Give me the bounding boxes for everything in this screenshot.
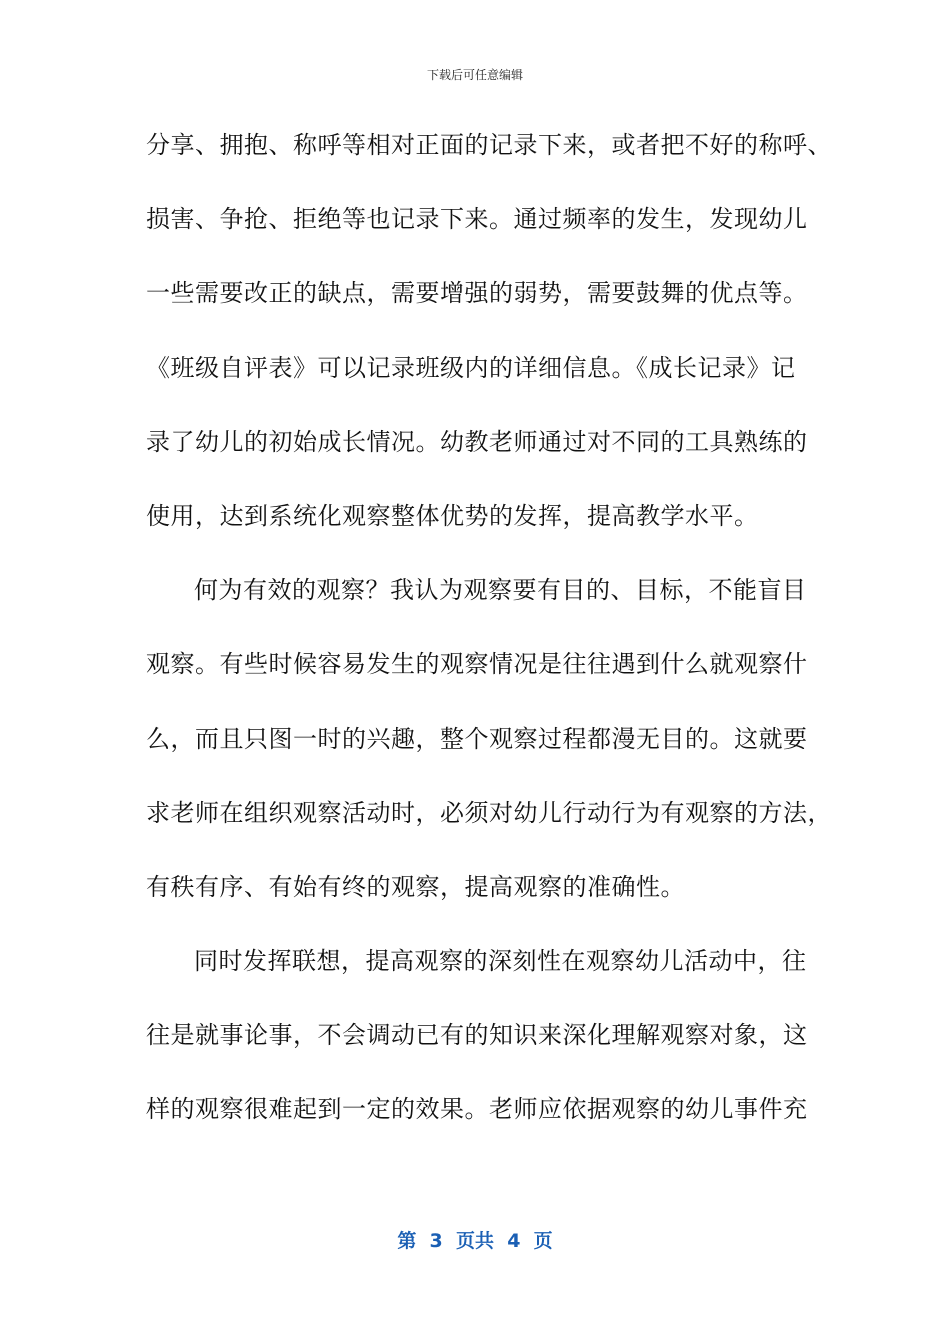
page-header: 下载后可任意编辑 bbox=[426, 68, 523, 82]
document-body bbox=[146, 120, 832, 1159]
text-line: 使用，达到系统化观察整体优势的发挥，提高教学水平。 bbox=[146, 501, 759, 530]
text-line: 往是就事论事，不会调动已有的知识来深化理解观察对象，这 bbox=[146, 1021, 808, 1050]
text-line: 《班级自评表》可以记录班级内的详细信息。《成长记录》记 bbox=[146, 353, 796, 382]
text-line: 求老师在组织观察活动时，必须对幼儿行动行为有观察的方法， bbox=[146, 798, 832, 827]
paragraph-start-line: 同时发挥联想，提高观察的深刻性在观察幼儿活动中，往 bbox=[194, 947, 807, 976]
text-line: 么，而且只图一时的兴趣，整个观察过程都漫无目的。这就要 bbox=[146, 724, 808, 753]
text-line: 录了幼儿的初始成长情况。幼教老师通过对不同的工具熟练的 bbox=[146, 427, 808, 456]
text-line: 有秩有序、有始有终的观察，提高观察的准确性。 bbox=[146, 872, 685, 901]
text-line: 样的观察很难起到一定的效果。老师应依据观察的幼儿事件充 bbox=[146, 1095, 808, 1124]
paragraph-start-line: 何为有效的观察？我认为观察要有目的、目标，不能盲目 bbox=[194, 576, 807, 605]
page-number-footer: 第 3 页共 4 页 bbox=[397, 1230, 553, 1252]
text-line: 一些需要改正的缺点，需要增强的弱势，需要鼓舞的优点等。 bbox=[146, 279, 808, 308]
text-line: 分享、拥抱、称呼等相对正面的记录下来，或者把不好的称呼、 bbox=[146, 131, 832, 159]
text-line: 观察。有些时候容易发生的观察情况是往往遇到什么就观察什 bbox=[146, 650, 808, 679]
text-line: 损害、争抢、拒绝等也记录下来。通过频率的发生，发现幼儿 bbox=[146, 205, 808, 234]
